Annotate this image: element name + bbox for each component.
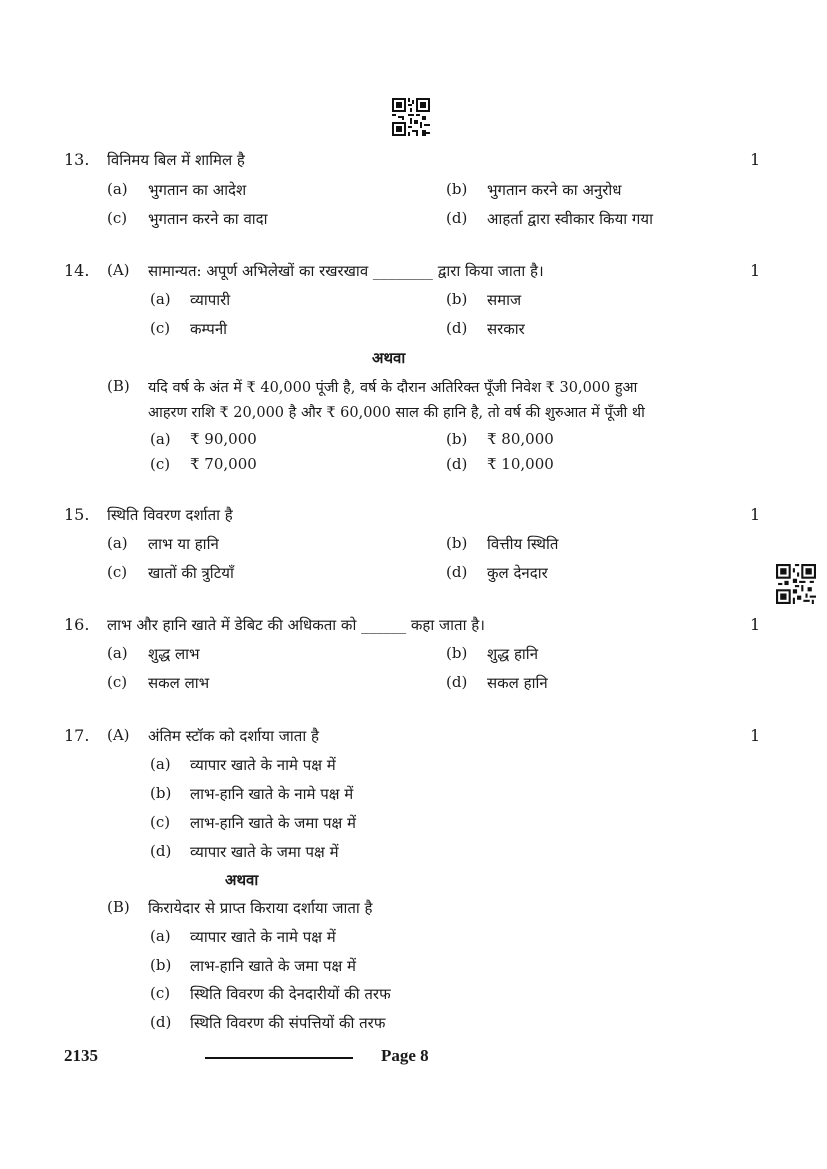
option-text: व्यापार खाते के नामे पक्ष में	[190, 928, 336, 946]
option-label: (a)	[107, 644, 128, 662]
option-text: शुद्ध हानि	[487, 645, 539, 663]
option-label: (a)	[107, 534, 128, 552]
question-number: 15.	[64, 505, 90, 524]
option-label: (c)	[150, 319, 171, 337]
question-text: सामान्यत: अपूर्ण अभिलेखों का रखरखाव ________ द्वारा किया जाता है।	[148, 262, 544, 280]
question-marks: 1	[750, 150, 761, 169]
option-label: (b)	[150, 784, 172, 802]
option-text: स्थिति विवरण की संपत्तियों की तरफ	[190, 1014, 386, 1032]
option-label: (c)	[107, 209, 128, 227]
option-text: ₹ 70,000	[190, 455, 257, 473]
option-text: वित्तीय स्थिति	[487, 535, 559, 553]
question-number: 16.	[64, 615, 90, 634]
option-text: खातों की त्रुटियाँ	[148, 564, 234, 582]
option-label: (d)	[150, 1013, 172, 1031]
question-text: विनिमय बिल में शामिल है	[107, 151, 245, 169]
option-text: ₹ 90,000	[190, 430, 257, 448]
paper-code: 2135	[64, 1046, 98, 1065]
option-label: (b)	[446, 534, 468, 552]
question-marks: 1	[750, 505, 761, 524]
question-text: स्थिति विवरण दर्शाता है	[107, 506, 233, 524]
option-text: भुगतान करने का वादा	[148, 210, 268, 228]
option-label: (b)	[446, 290, 468, 308]
part-label: (A)	[107, 726, 130, 744]
option-text: कम्पनी	[190, 320, 228, 338]
option-text: लाभ-हानि खाते के जमा पक्ष में	[190, 957, 357, 975]
option-label: (d)	[150, 842, 172, 860]
option-text: व्यापार खाते के जमा पक्ष में	[190, 843, 339, 861]
or-separator: अथवा	[372, 349, 406, 367]
qr-code-icon	[776, 564, 816, 604]
option-label: (a)	[150, 290, 171, 308]
option-label: (a)	[107, 180, 128, 198]
option-text: ₹ 10,000	[487, 455, 554, 473]
page-number: Page 8	[381, 1046, 429, 1065]
option-text: स्थिति विवरण की देनदारीयों की तरफ	[190, 985, 391, 1003]
option-label: (c)	[150, 455, 171, 473]
option-text: लाभ या हानि	[148, 535, 219, 553]
option-text: आहर्ता द्वारा स्वीकार किया गया	[487, 210, 653, 228]
option-text: लाभ-हानि खाते के नामे पक्ष में	[190, 785, 354, 803]
option-label: (a)	[150, 755, 171, 773]
question-text-line: आहरण राशि ₹ 20,000 है और ₹ 60,000 साल की हानि है, तो वर्ष की शुरुआत में पूँजी थी	[148, 405, 645, 421]
option-label: (c)	[107, 563, 128, 581]
option-label: (b)	[446, 644, 468, 662]
option-label: (b)	[446, 180, 468, 198]
option-label: (c)	[107, 673, 128, 691]
option-label: (a)	[150, 927, 171, 945]
option-text: सरकार	[487, 320, 525, 338]
or-separator: अथवा	[225, 871, 259, 889]
option-label: (d)	[446, 673, 468, 691]
question-number: 13.	[64, 150, 90, 169]
part-label: (B)	[107, 898, 130, 916]
option-label: (d)	[446, 209, 468, 227]
part-label: (A)	[107, 261, 130, 279]
question-number: 14.	[64, 261, 90, 280]
question-text: अंतिम स्टॉक को दर्शाया जाता है	[148, 727, 319, 745]
option-text: सकल हानि	[487, 674, 548, 692]
question-marks: 1	[750, 726, 761, 745]
question-marks: 1	[750, 615, 761, 634]
option-label: (b)	[446, 430, 468, 448]
option-label: (c)	[150, 813, 171, 831]
option-label: (b)	[150, 956, 172, 974]
part-label: (B)	[107, 377, 130, 395]
option-text: व्यापार खाते के नामे पक्ष में	[190, 756, 336, 774]
option-label: (c)	[150, 984, 171, 1002]
option-text: लाभ-हानि खाते के जमा पक्ष में	[190, 814, 357, 832]
option-label: (d)	[446, 563, 468, 581]
option-label: (d)	[446, 319, 468, 337]
question-marks: 1	[750, 261, 761, 280]
option-text: समाज	[487, 291, 522, 309]
option-text: शुद्ध लाभ	[148, 645, 200, 663]
option-label: (a)	[150, 430, 171, 448]
option-label: (d)	[446, 455, 468, 473]
question-text: किरायेदार से प्राप्त किराया दर्शाया जाता है	[148, 899, 373, 917]
qr-code-icon	[392, 98, 430, 136]
option-text: कुल देनदार	[487, 564, 548, 582]
option-text: व्यापारी	[190, 291, 231, 309]
footer-divider	[205, 1057, 353, 1059]
option-text: सकल लाभ	[148, 674, 210, 692]
option-text: भुगतान करने का अनुरोध	[487, 181, 622, 199]
option-text: ₹ 80,000	[487, 430, 554, 448]
question-number: 17.	[64, 726, 90, 745]
question-text-line: यदि वर्ष के अंत में ₹ 40,000 पूंजी है, वर्ष के दौरान अतिरिक्त पूँजी निवेश ₹ 30,000 हुआ	[148, 380, 638, 396]
option-text: भुगतान का आदेश	[148, 181, 247, 199]
question-text: लाभ और हानि खाते में डेबिट की अधिकता को ______ कहा जाता है।	[107, 616, 485, 634]
